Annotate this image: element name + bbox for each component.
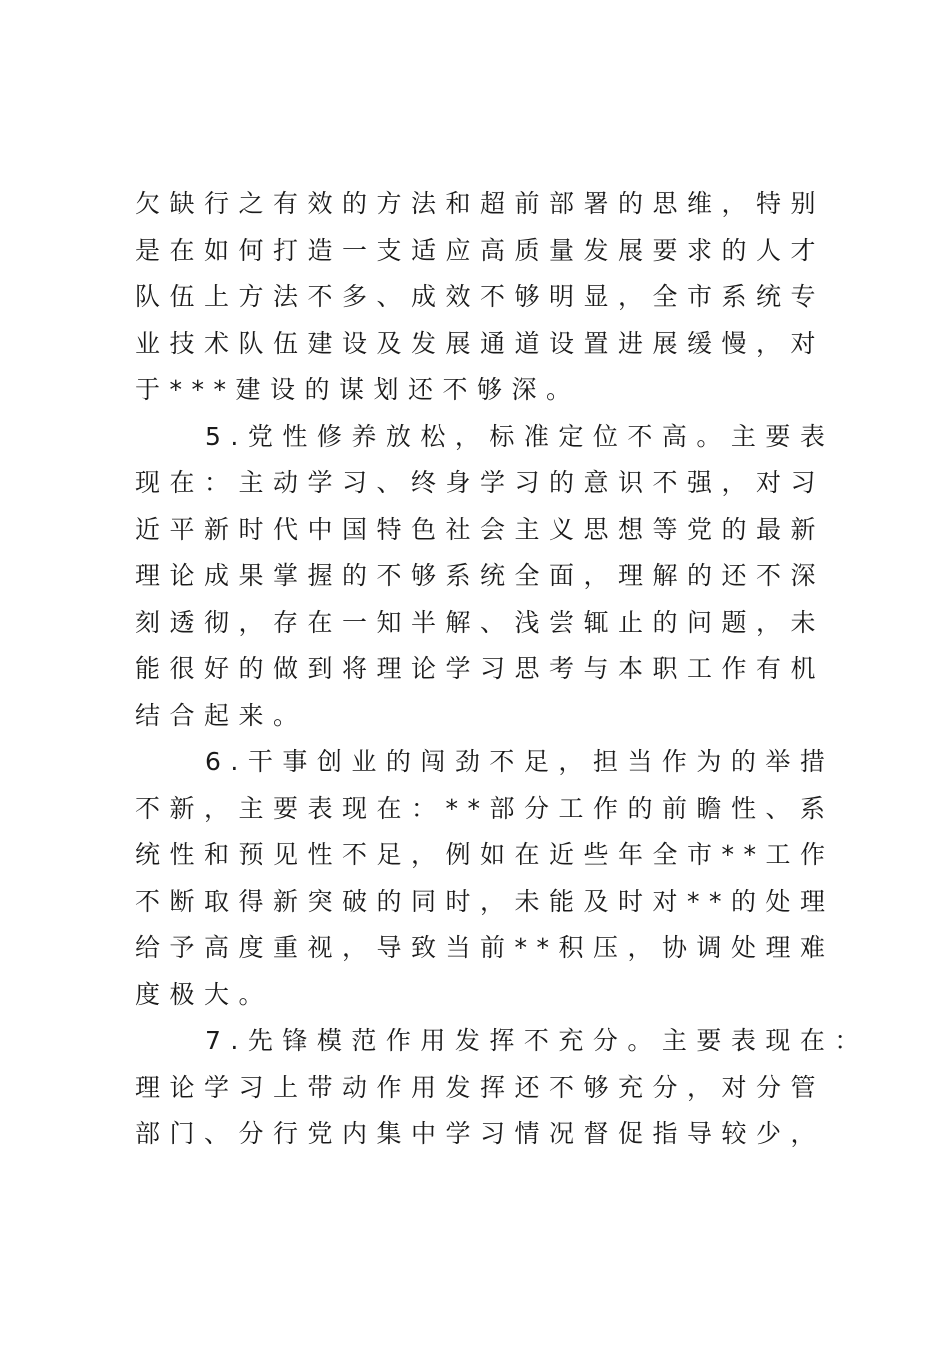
text-line: 近平新时代中国特色社会主义思想等党的最新: [135, 514, 826, 544]
text-line: 不新，主要表现在：**部分工作的前瞻性、系: [135, 793, 835, 823]
text-line: 理论学习上带动作用发挥还不够充分，对分管: [135, 1072, 826, 1102]
text-line: 能很好的做到将理论学习思考与本职工作有机: [135, 654, 826, 683]
text-line: 不断取得新突破的同时，未能及时对**的处理: [135, 886, 835, 916]
text-line: 是在如何打造一支适应高质量发展要求的人才: [135, 235, 826, 265]
section-6-heading-line: 6.干事创业的闯劲不足，担当作为的举措: [205, 747, 835, 776]
text-line: 现在：主动学习、终身学习的意识不强，对习: [135, 468, 826, 497]
text-line: 理论成果掌握的不够系统全面，理解的还不深: [135, 561, 826, 590]
section-7-heading-line: 7.先锋模范作用发挥不充分。主要表现在：: [205, 1026, 869, 1055]
text-line: 度极大。: [135, 979, 274, 1009]
section-5-heading-line: 5.党性修养放松，标准定位不高。主要表: [205, 421, 835, 451]
text-line: 业技术队伍建设及发展通道设置进展缓慢，对: [135, 328, 826, 358]
text-line: 部门、分行党内集中学习情况督促指导较少，: [135, 1119, 826, 1148]
text-line: 结合起来。: [135, 700, 308, 730]
text-line: 统性和预见性不足，例如在近些年全市**工作: [135, 840, 835, 869]
document-body: [135, 181, 869, 1158]
text-line: 给予高度重视，导致当前**积压，协调处理难: [135, 933, 835, 962]
text-line: 欠缺行之有效的方法和超前部署的思维，特别: [135, 189, 826, 218]
text-line: 刻透彻，存在一知半解、浅尝辄止的问题，未: [135, 607, 826, 637]
text-line: 队伍上方法不多、成效不够明显，全市系统专: [135, 282, 826, 311]
text-line: 于***建设的谋划还不够深。: [135, 375, 581, 404]
